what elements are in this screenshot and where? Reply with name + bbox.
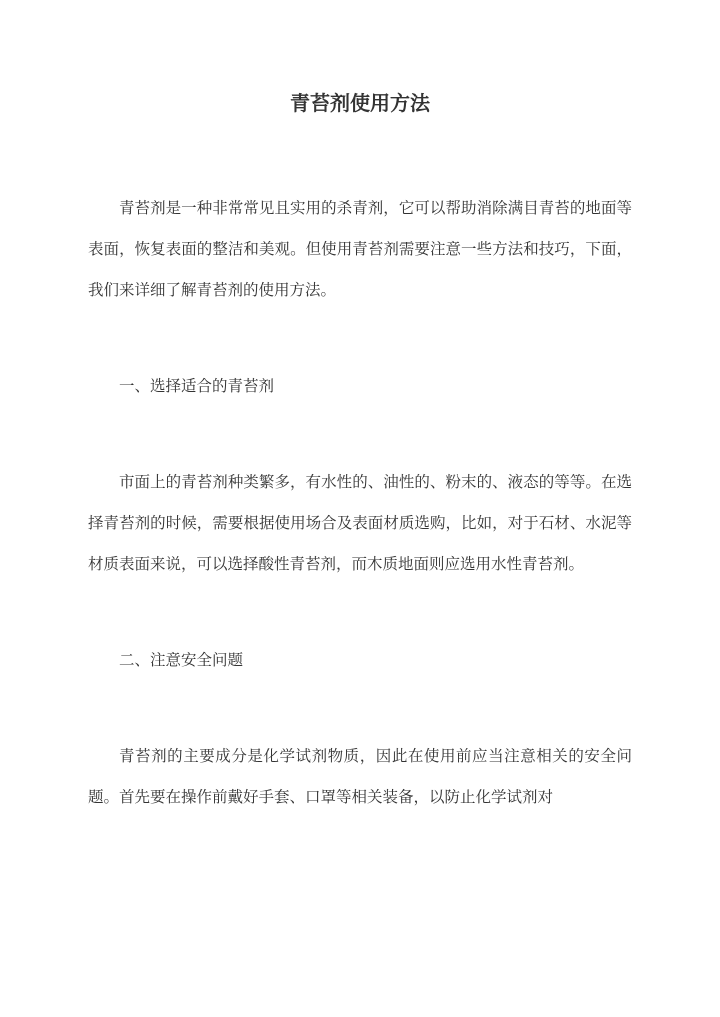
intro-paragraph: 青苔剂是一种非常常见且实用的杀青剂，它可以帮助消除满目青苔的地面等表面，恢复表面的整洁和美观。但使用青苔剂需要注意一些方法和技巧，下面，我们来详细了解青苔剂的使用方法。 bbox=[88, 199, 632, 299]
document-title: 青苔剂使用方法 bbox=[290, 91, 430, 115]
section-heading-2: 二、注意安全问题 bbox=[119, 651, 244, 669]
section-2-paragraph: 青苔剂的主要成分是化学试剂物质，因此在使用前应当注意相关的安全问题。首先要在操作前戴好手套、口罩等相关装备，以防止化学试剂对 bbox=[88, 747, 632, 806]
section-heading-1: 一、选择适合的青苔剂 bbox=[119, 377, 275, 395]
section-1-paragraph: 市面上的青苔剂种类繁多，有水性的、油性的、粉末的、液态的等等。在选择青苔剂的时候，需要根据使用场合及表面材质选购，比如，对于石材、水泥等材质表面来说，可以选择酸性青苔剂，而木质地面则应选用水性青苔剂。 bbox=[88, 473, 632, 573]
